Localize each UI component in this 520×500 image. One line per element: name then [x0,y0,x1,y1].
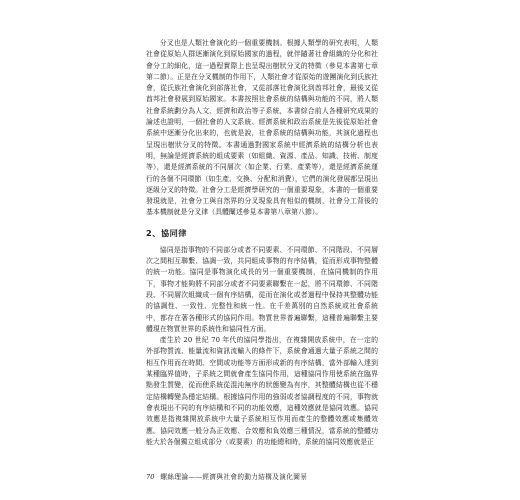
page-body [146,38,378,448]
running-title: 螺絲理論——經濟與社會的動力結構及演化圖景 [160,473,308,481]
section-heading-synergy: 2、協同律 [146,227,187,238]
paragraph-synergetics: 產生於 20 世紀 70 年代的協同學指出，在複雜開放系統中，在一定的外部物質流、能量流和資訊流輸入的條件下，系統會通過大量子系統之間的相互作用而在時間、空間或功能等方面形成新的有序結構，當外部輸入達到某種臨界值時，子系統之間就會產生協同作用，這種協同作用使系統在臨界點發生質變，從而使系統從混沌無序的狀態變為有序，其整體結構也從不穩定結構轉變為穩定結構。根據協同作用的強弱或者協調程度的不同，事物就會表現出不同的有序結構和不同的功能效應，這種效應就是協同效應。協同效應是指複雜開放系統中大量子系統相互作用而產生的整體效應或集體效應。協同效應一般分為正效應、合效應和負效應三種情況，當系統的整體功能大於各個獨立組成部分（或要素）的功能總和時，系統的協同效應就是正 [146,336,378,446]
paragraph-bifurcation: 分叉也是人類社會演化的一個重要機制。根據人類學的研究表明，人類社會從原始人群逐漸演化到原始國家的過程，就伴隨著社會組織的分化和社會分工的細化，這一過程實際上也呈現出樹狀分叉的特徵（參見本書第七章第二節）。正是在分叉機制的作用下，人類社會才從原始的遊團演化到氏族社會，從氏族社會演化到部落社會，又從部落社會演化到酋邦社會，最後又從酋邦社會發展到原始國家。本書按照社會系統的結構與功能的不同，將人類社會系統劃分為人文、經濟和政治等子系統，本書綜合前人各種研究成果的論述也證明，一個社會的人文系統、經濟系統和政治系統是先後從原始社會系統中逐漸分化出來的，也就是說，社會系統的結構與功能，其演化過程也呈現出樹狀分叉的特徵。本書通過對國家系統中經濟系統的結構分析也表明，無論是經濟系統的組成要素（如組織、資源、產品、知識、技術、制度等），還是經濟系統的不同層次（如企業、行業、產業等），還是經濟系統運行的各個不同環節（如生產、交換、分配和消費），它們的演化發展都呈現出逐級分叉的特徵。社會分工是經濟學研究的一個重要現象，本書的一個重要發現就是，社會分工與自然界的分叉現象具有相似的機制，社會分工背後的基本機制就是分叉律（具體闡述參見本書第八章第八節）。 [146,39,378,217]
page-footer [146,471,378,481]
paragraph-synergy-definition: 協同是指事物的不同部分或者不同要素、不同環節、不同階段、不同層次之間相互聯繫、協調一致，共同組成事物的有序結構，從而形成事物整體的統一功能。協同是事物演化成長的另一個重要機制，在協同機制的作用下，事物才能夠將不同部分或者不同要素聯繫在一起，將不同環節、不同階段、不同層次組織成一個有序結構，從而在演化或者過程中保持其整體功能的協調性、一致性、完整性和統一性。在千差萬別的自然系統或社會系統中，都存在著各種形式的協同作用。物質世界普遍聯繫，這種普遍聯繫主要體現在物質世界的系統性和協同性方面。 [146,245,378,333]
page-number: 70 [146,473,155,481]
